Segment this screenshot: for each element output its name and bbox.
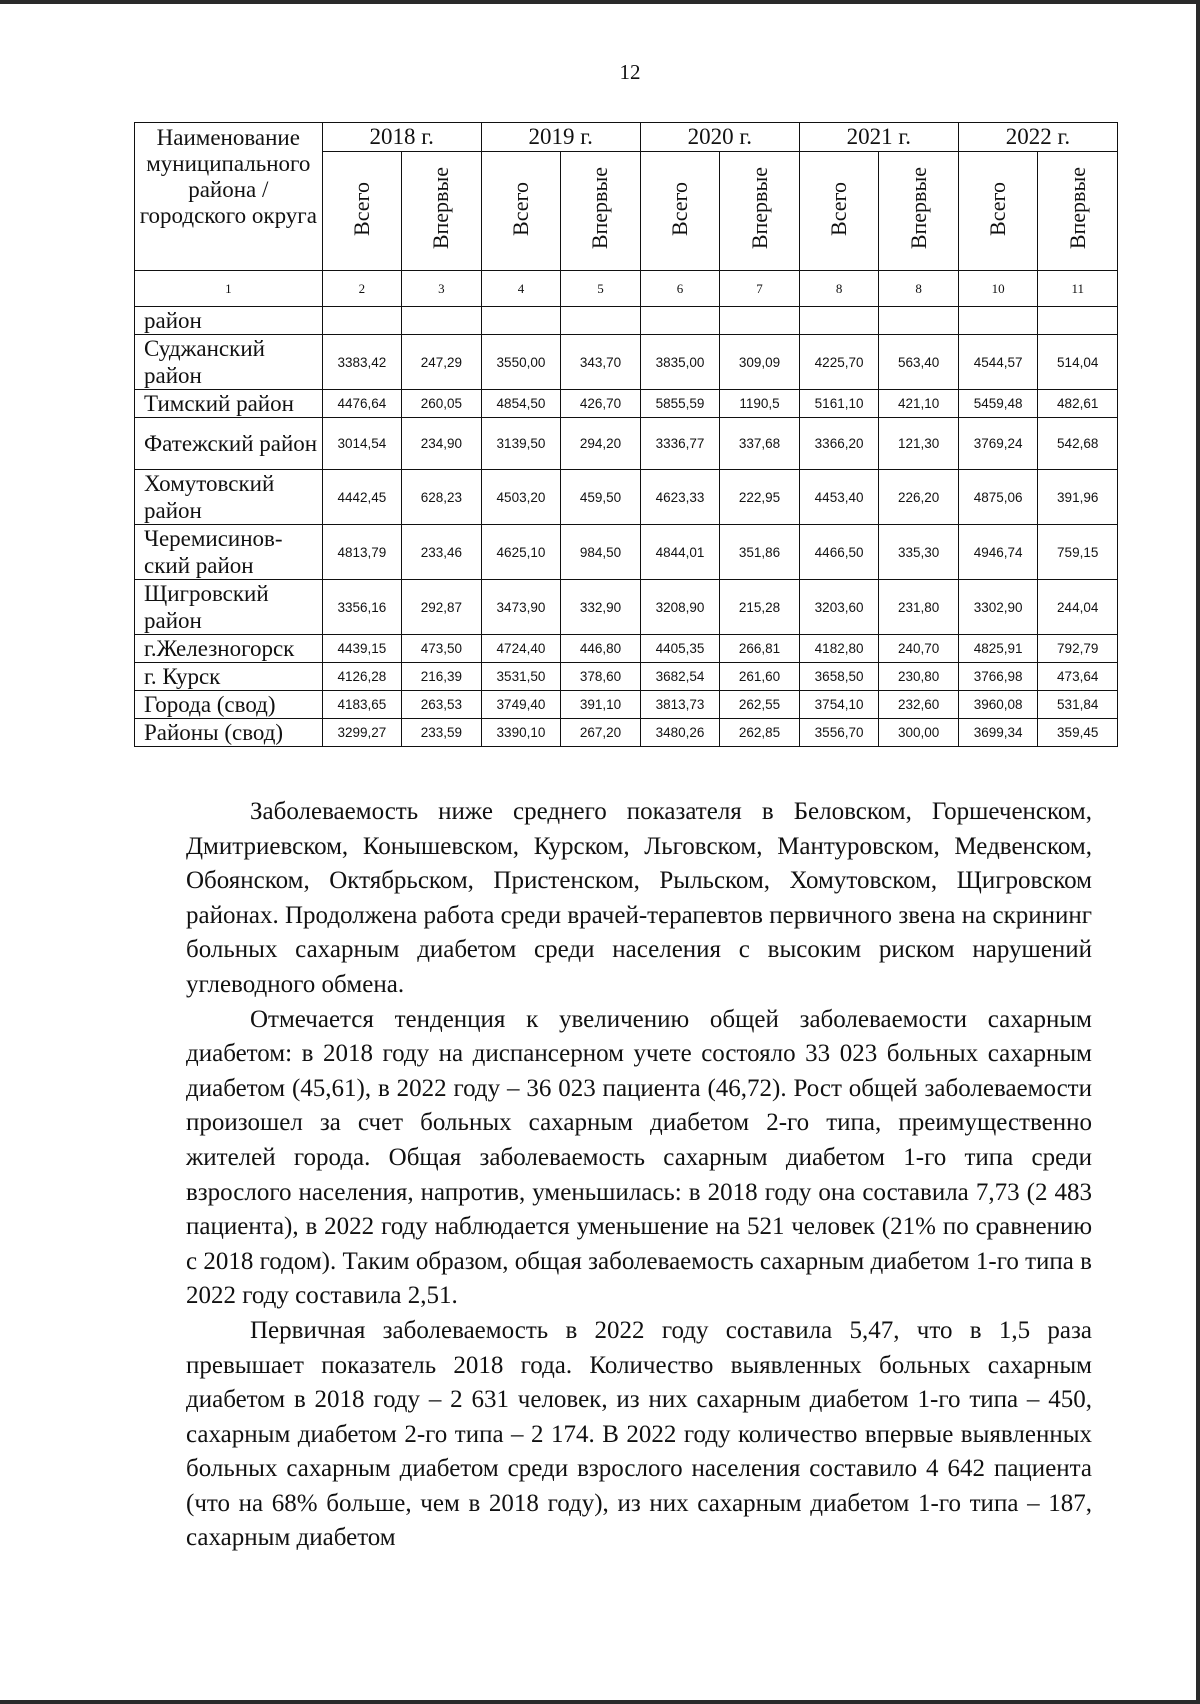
total-value-cell: 3480,26 xyxy=(640,719,720,747)
first-time-value-cell: 263,53 xyxy=(402,691,482,719)
total-value-cell: 3682,54 xyxy=(640,663,720,691)
first-time-subheader: Впервые xyxy=(720,152,800,271)
incidence-table xyxy=(134,122,1118,747)
total-value-cell: 3139,50 xyxy=(481,418,561,470)
table-row xyxy=(135,635,1118,663)
total-subheader: Всего xyxy=(799,152,879,271)
row-name: Черемисинов-ский район xyxy=(135,525,323,580)
first-time-value-cell xyxy=(402,307,482,335)
page-number: 12 xyxy=(619,60,641,84)
first-time-value-cell: 759,15 xyxy=(1038,525,1118,580)
first-time-value-cell: 267,20 xyxy=(561,719,641,747)
first-time-value-cell: 391,96 xyxy=(1038,470,1118,525)
row-name: г. Курск xyxy=(135,663,323,691)
first-time-value-cell: 563,40 xyxy=(879,335,959,390)
total-value-cell: 3473,90 xyxy=(481,580,561,635)
total-value-cell: 3766,98 xyxy=(958,663,1038,691)
total-value-cell: 4439,15 xyxy=(322,635,402,663)
row-name: Суджанский район xyxy=(135,335,323,390)
first-time-value-cell: 426,70 xyxy=(561,390,641,418)
total-value-cell: 4825,91 xyxy=(958,635,1038,663)
row-name: Тимский район xyxy=(135,390,323,418)
first-time-value-cell: 421,10 xyxy=(879,390,959,418)
first-time-value-cell xyxy=(561,307,641,335)
first-time-value-cell xyxy=(720,307,800,335)
row-name: Города (свод) xyxy=(135,691,323,719)
total-value-cell: 4442,45 xyxy=(322,470,402,525)
first-time-value-cell: 792,79 xyxy=(1038,635,1118,663)
total-value-cell xyxy=(481,307,561,335)
column-number: 1 xyxy=(135,271,323,307)
first-time-value-cell: 473,64 xyxy=(1038,663,1118,691)
total-value-cell: 3299,27 xyxy=(322,719,402,747)
row-name: Щигровский район xyxy=(135,580,323,635)
name-column-header: Наименование муниципального района / городского округа xyxy=(135,123,323,271)
first-time-value-cell: 482,61 xyxy=(1038,390,1118,418)
first-time-value-cell: 473,50 xyxy=(402,635,482,663)
first-time-value-cell: 232,60 xyxy=(879,691,959,719)
total-value-cell xyxy=(640,307,720,335)
total-value-cell: 4875,06 xyxy=(958,470,1038,525)
first-time-value-cell: 240,70 xyxy=(879,635,959,663)
total-value-cell: 4476,64 xyxy=(322,390,402,418)
column-number: 2 xyxy=(322,271,402,307)
first-time-value-cell: 226,20 xyxy=(879,470,959,525)
year-header: 2021 г. xyxy=(799,123,958,152)
total-value-cell: 3813,73 xyxy=(640,691,720,719)
first-time-value-cell: 247,29 xyxy=(402,335,482,390)
total-value-cell: 4405,35 xyxy=(640,635,720,663)
total-value-cell: 3960,08 xyxy=(958,691,1038,719)
column-number: 11 xyxy=(1038,271,1118,307)
first-time-value-cell: 244,04 xyxy=(1038,580,1118,635)
total-value-cell: 4182,80 xyxy=(799,635,879,663)
total-value-cell: 4183,65 xyxy=(322,691,402,719)
total-value-cell: 4225,70 xyxy=(799,335,879,390)
total-value-cell: 4126,28 xyxy=(322,663,402,691)
total-value-cell xyxy=(322,307,402,335)
total-value-cell: 4453,40 xyxy=(799,470,879,525)
total-value-cell xyxy=(958,307,1038,335)
first-time-value-cell xyxy=(1038,307,1118,335)
total-value-cell: 3014,54 xyxy=(322,418,402,470)
row-name: г.Железногорск xyxy=(135,635,323,663)
table-row xyxy=(135,525,1118,580)
year-header: 2020 г. xyxy=(640,123,799,152)
total-value-cell: 4625,10 xyxy=(481,525,561,580)
first-time-value-cell: 231,80 xyxy=(879,580,959,635)
first-time-value-cell: 294,20 xyxy=(561,418,641,470)
total-value-cell: 5459,48 xyxy=(958,390,1038,418)
total-value-cell: 3550,00 xyxy=(481,335,561,390)
first-time-value-cell: 459,50 xyxy=(561,470,641,525)
total-subheader: Всего xyxy=(481,152,561,271)
paragraph: Отмечается тенденция к увеличению общей заболеваемости сахарным диабетом: в 2018 году на диспансерном учете состояло 33 023 больных сахарным диабетом (45,61), в 2022 году – 36 023 пациента (46,72). Рост общей заболеваемости произошел за счет больных сахарным диабетом 2-го типа, преимущественно жителей города. Общая заболеваемость сахарным диабетом 1-го типа среди взрослого населения, напротив, уменьшилась: в 2018 году она составила 7,73 (2 483 пациента), в 2022 году наблюдается уменьшение на 521 человек (21% по сравнению с 2018 годом). Таким образом, общая заболеваемость сахарным диабетом 1-го типа в 2022 году составила 2,51. xyxy=(186,1005,1092,1310)
first-time-value-cell: 121,30 xyxy=(879,418,959,470)
first-time-subheader: Впервые xyxy=(561,152,641,271)
total-value-cell: 4946,74 xyxy=(958,525,1038,580)
first-time-value-cell: 531,84 xyxy=(1038,691,1118,719)
total-value-cell: 3699,34 xyxy=(958,719,1038,747)
first-time-value-cell: 234,90 xyxy=(402,418,482,470)
total-value-cell: 4854,50 xyxy=(481,390,561,418)
total-value-cell: 3658,50 xyxy=(799,663,879,691)
scan-edge-right xyxy=(1196,0,1200,1704)
first-time-value-cell: 216,39 xyxy=(402,663,482,691)
table-row xyxy=(135,663,1118,691)
column-number: 10 xyxy=(958,271,1038,307)
first-time-value-cell: 343,70 xyxy=(561,335,641,390)
total-value-cell: 3203,60 xyxy=(799,580,879,635)
total-subheader: Всего xyxy=(322,152,402,271)
total-value-cell: 4813,79 xyxy=(322,525,402,580)
table-row xyxy=(135,580,1118,635)
first-time-subheader: Впервые xyxy=(402,152,482,271)
row-name: район xyxy=(135,307,323,335)
first-time-value-cell xyxy=(879,307,959,335)
total-value-cell: 3302,90 xyxy=(958,580,1038,635)
first-time-value-cell: 230,80 xyxy=(879,663,959,691)
first-time-value-cell: 359,45 xyxy=(1038,719,1118,747)
first-time-value-cell: 266,81 xyxy=(720,635,800,663)
total-value-cell: 4544,57 xyxy=(958,335,1038,390)
first-time-value-cell: 332,90 xyxy=(561,580,641,635)
first-time-value-cell: 446,80 xyxy=(561,635,641,663)
first-time-value-cell: 309,09 xyxy=(720,335,800,390)
scan-edge-top xyxy=(0,0,1200,4)
first-time-value-cell: 542,68 xyxy=(1038,418,1118,470)
total-value-cell: 3835,00 xyxy=(640,335,720,390)
first-time-value-cell: 351,86 xyxy=(720,525,800,580)
year-header: 2022 г. xyxy=(958,123,1117,152)
column-number: 5 xyxy=(561,271,641,307)
column-number: 8 xyxy=(879,271,959,307)
total-value-cell: 4724,40 xyxy=(481,635,561,663)
table-row xyxy=(135,335,1118,390)
paragraph: Заболеваемость ниже среднего показателя в Беловском, Горшеченском, Дмитриевском, Конышевском, Курском, Льговском, Мантуровском, Медвенском, Обоянском, Октябрьском, Пристенском, Рыльском, Хомутовском, Щигровском районах. Продолжена работа среди врачей-терапевтов первичного звена на скрининг больных сахарным диабетом среди населения с высоким риском нарушений углеводного обмена. xyxy=(186,798,1092,998)
total-value-cell: 3531,50 xyxy=(481,663,561,691)
first-time-value-cell: 300,00 xyxy=(879,719,959,747)
column-number: 8 xyxy=(799,271,879,307)
paragraph: Первичная заболеваемость в 2022 году составила 5,47, что в 1,5 раза превышает показатель 2018 года. Количество выявленных больных сахарным диабетом в 2018 году – 2 631 человек, из них сахарным диабетом 1-го типа – 450, сахарным диабетом 2-го типа – 2 174. В 2022 году количество впервые выявленных больных сахарным диабетом среди взрослого населения составило 4 642 пациента (что на 68% больше, чем в 2018 году), из них сахарным диабетом 1-го типа – 187, сахарным диабетом xyxy=(186,1316,1092,1552)
total-value-cell: 4503,20 xyxy=(481,470,561,525)
year-header: 2018 г. xyxy=(322,123,481,152)
table-row xyxy=(135,719,1118,747)
row-name: Хомутовский район xyxy=(135,470,323,525)
total-value-cell: 3336,77 xyxy=(640,418,720,470)
table-row xyxy=(135,418,1118,470)
table-row xyxy=(135,470,1118,525)
total-value-cell: 3390,10 xyxy=(481,719,561,747)
total-value-cell: 3769,24 xyxy=(958,418,1038,470)
first-time-value-cell: 378,60 xyxy=(561,663,641,691)
total-value-cell: 3749,40 xyxy=(481,691,561,719)
total-subheader: Всего xyxy=(640,152,720,271)
first-time-value-cell: 628,23 xyxy=(402,470,482,525)
first-time-value-cell: 222,95 xyxy=(720,470,800,525)
first-time-value-cell: 260,05 xyxy=(402,390,482,418)
year-header: 2019 г. xyxy=(481,123,640,152)
first-time-value-cell: 215,28 xyxy=(720,580,800,635)
table-row xyxy=(135,307,1118,335)
table-row xyxy=(135,390,1118,418)
table-row xyxy=(135,691,1118,719)
column-number: 4 xyxy=(481,271,561,307)
scan-edge-bottom xyxy=(0,1700,1200,1704)
total-value-cell: 3366,20 xyxy=(799,418,879,470)
first-time-value-cell: 1190,5 xyxy=(720,390,800,418)
total-value-cell: 3556,70 xyxy=(799,719,879,747)
total-value-cell: 5855,59 xyxy=(640,390,720,418)
first-time-value-cell: 292,87 xyxy=(402,580,482,635)
first-time-value-cell: 514,04 xyxy=(1038,335,1118,390)
first-time-value-cell: 337,68 xyxy=(720,418,800,470)
row-name: Фатежский район xyxy=(135,418,323,470)
body-text xyxy=(186,795,1092,1556)
total-value-cell xyxy=(799,307,879,335)
total-value-cell: 3208,90 xyxy=(640,580,720,635)
total-value-cell: 3754,10 xyxy=(799,691,879,719)
first-time-value-cell: 261,60 xyxy=(720,663,800,691)
first-time-value-cell: 233,59 xyxy=(402,719,482,747)
column-number: 3 xyxy=(402,271,482,307)
total-value-cell: 3383,42 xyxy=(322,335,402,390)
total-value-cell: 4844,01 xyxy=(640,525,720,580)
first-time-value-cell: 262,55 xyxy=(720,691,800,719)
first-time-value-cell: 391,10 xyxy=(561,691,641,719)
total-value-cell: 4623,33 xyxy=(640,470,720,525)
total-value-cell: 3356,16 xyxy=(322,580,402,635)
first-time-value-cell: 984,50 xyxy=(561,525,641,580)
first-time-value-cell: 335,30 xyxy=(879,525,959,580)
first-time-subheader: Впервые xyxy=(879,152,959,271)
first-time-subheader: Впервые xyxy=(1038,152,1118,271)
total-subheader: Всего xyxy=(958,152,1038,271)
total-value-cell: 5161,10 xyxy=(799,390,879,418)
row-name: Районы (свод) xyxy=(135,719,323,747)
column-number: 6 xyxy=(640,271,720,307)
first-time-value-cell: 233,46 xyxy=(402,525,482,580)
column-number: 7 xyxy=(720,271,800,307)
first-time-value-cell: 262,85 xyxy=(720,719,800,747)
total-value-cell: 4466,50 xyxy=(799,525,879,580)
